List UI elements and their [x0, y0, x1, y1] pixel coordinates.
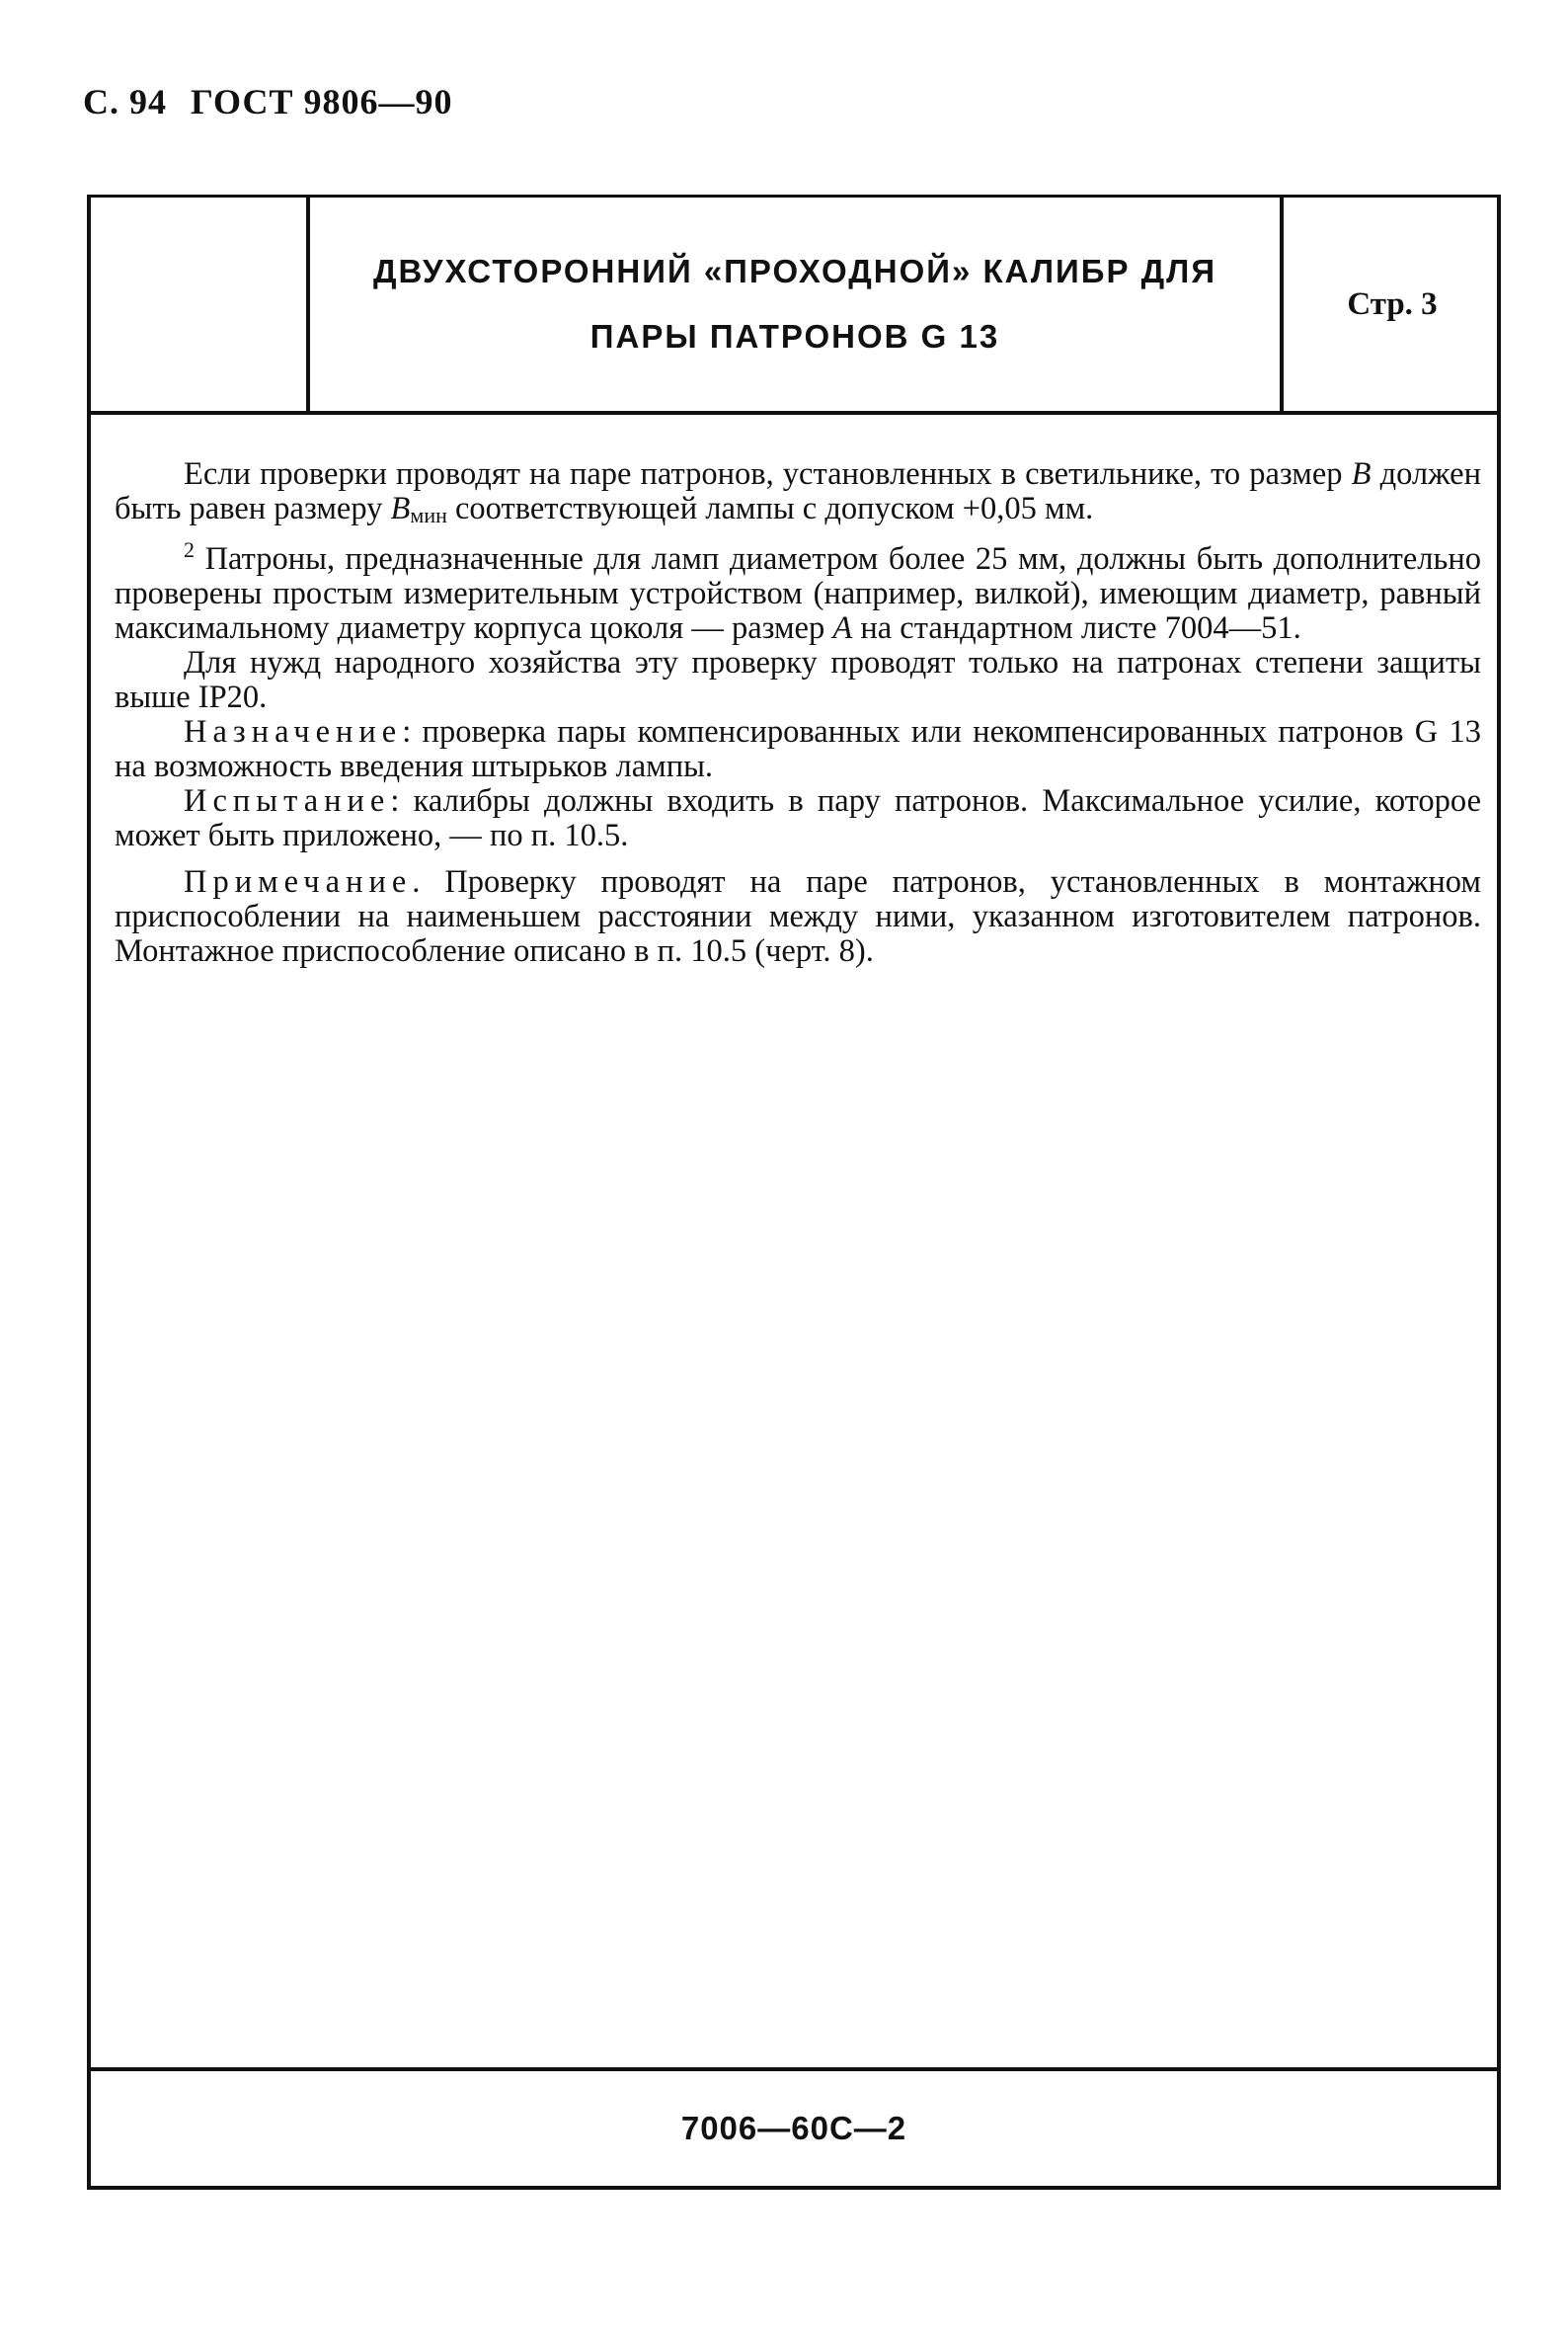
title-block — [91, 198, 1497, 415]
standard-sheet-frame — [87, 195, 1501, 2190]
footnote-marker: 2 — [184, 537, 195, 562]
paragraph-note: Примечание. Проверку проводят на паре патронов, установленных в монтажном приспособлении на наименьшем расстоянии между ними, указанном изготовителем патронов. Монтажное приспособление описано в п. 10.5 (черт. 8). — [115, 864, 1481, 969]
sheet-body — [115, 457, 1481, 969]
test-label: Испытание — [184, 783, 391, 819]
note-label: Примечание — [184, 864, 413, 900]
page-number: С. 94 — [83, 82, 167, 121]
purpose-label: Назначение — [184, 714, 403, 750]
sheet-title-line-2: ПАРЫ ПАТРОНОВ G 13 — [589, 318, 1000, 355]
paragraph-measurement: Если проверки проводят на паре патронов, установленных в светильнике, то размер В должен быть равен размеру Вмин соответствующей лампы с допуском +0,05 мм. — [115, 456, 1481, 527]
sheet-title — [310, 198, 1284, 411]
sheet-page-label: Стр. 3 — [1347, 285, 1438, 322]
sheet-footer-code: 7006—60С—2 — [91, 2067, 1497, 2186]
paragraph-test: Испытание: калибры должны входить в пару патронов. Максимальное усилие, которое может быть приложено, — по п. 10.5. — [115, 783, 1481, 853]
sheet-title-line-1: ДВУХСТОРОННИЙ «ПРОХОДНОЙ» КАЛИБР ДЛЯ — [372, 253, 1217, 289]
paragraph-footnote-2: $^2$ Патроны, предназначенные для ламп диаметром более 25 мм, должны быть дополнительно проверены простым измерительным устройством (например, вилкой), имеющим диаметр, равный максимальному диаметру корпуса цоколя — размер А на стандартном листе 7004—51. — [115, 537, 1481, 646]
standard-code: ГОСТ 9806—90 — [191, 82, 453, 121]
title-block-empty-cell — [91, 198, 310, 411]
paragraph-national-economy: Для нужд народного хозяйства эту проверку проводят только на патронах степени защиты выше IP20. — [115, 645, 1481, 715]
page-header — [83, 81, 452, 122]
paragraph-purpose: Назначение: проверка пары компенсированных или некомпенсированных патронов G 13 на возможность введения штырьков лампы. — [115, 714, 1481, 784]
